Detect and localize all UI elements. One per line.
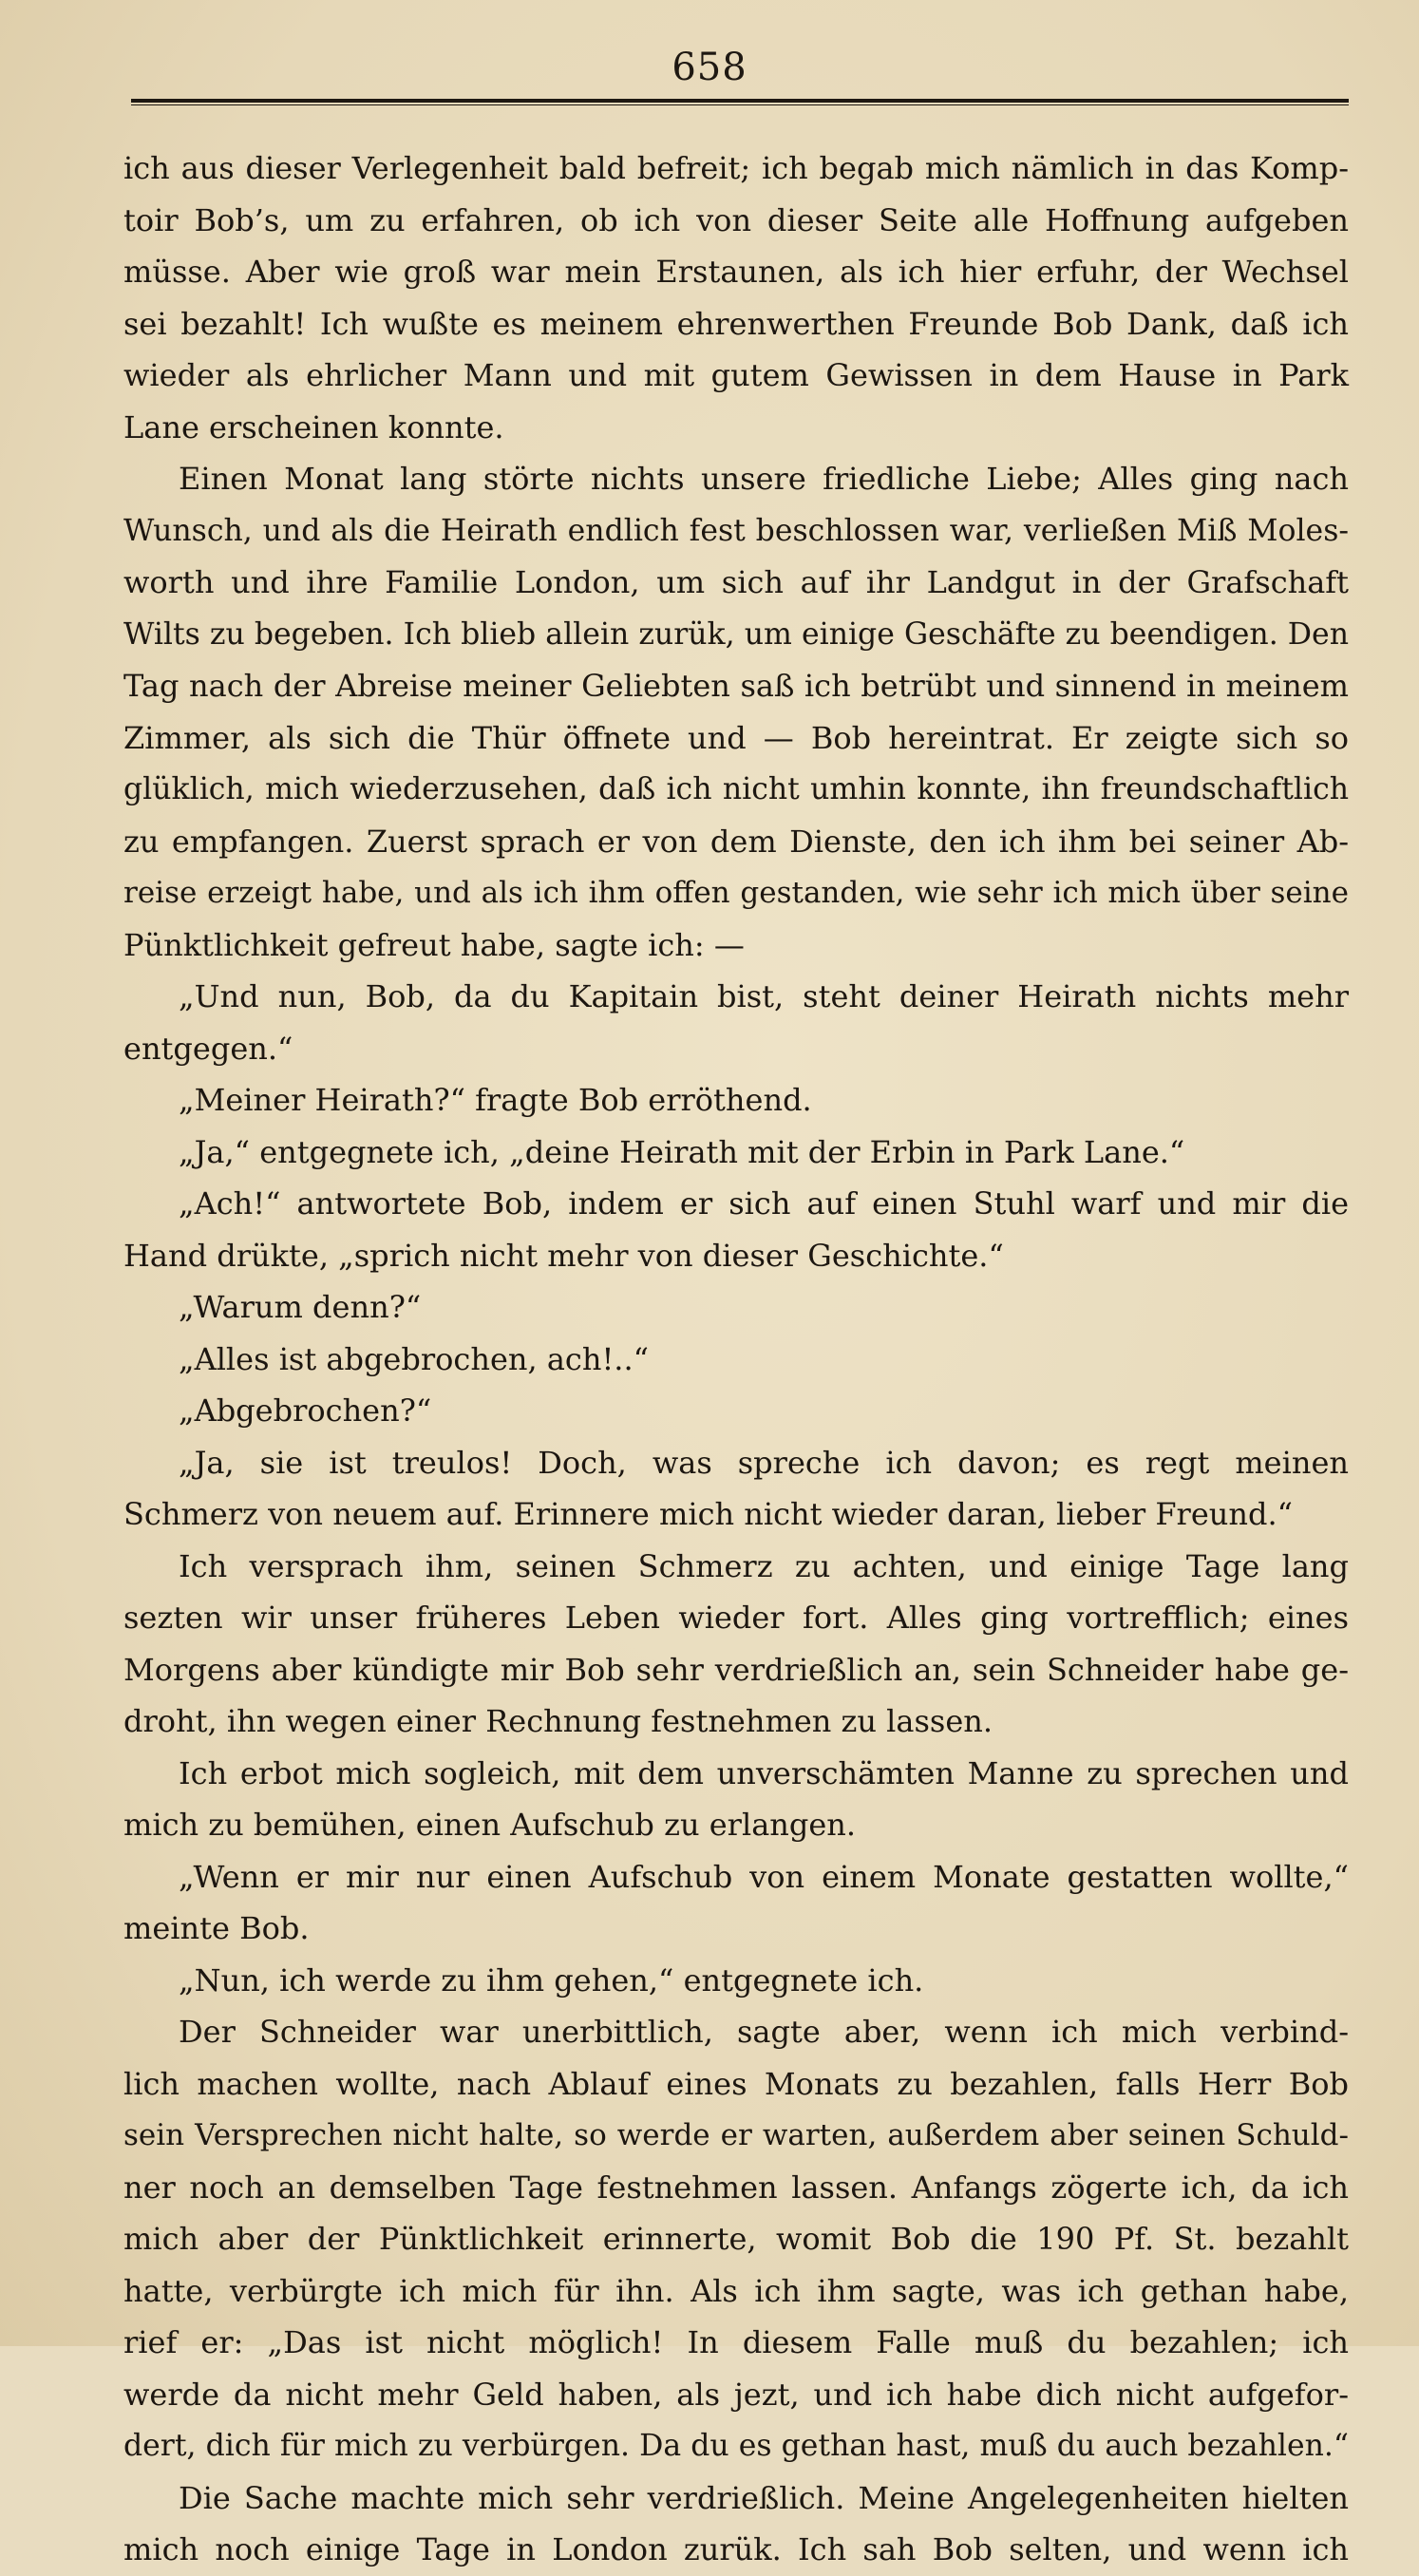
text-line: Morgens aber kündigte mir Bob sehr verdrießlich an, sein Schneider habe ge- bbox=[123, 1651, 1349, 1688]
text-line: „Wenn er mir nur einen Aufschub von einem Monate gestatten wollte,“ bbox=[179, 1858, 1349, 1895]
text-line: „Ja, sie ist treulos! Doch, was spreche ich davon; es regt meinen bbox=[179, 1444, 1349, 1481]
text-line: droht, ihn wegen einer Rechnung festnehmen zu lassen. bbox=[123, 1703, 993, 1739]
text-line: wieder als ehrlicher Mann und mit gutem Gewissen in dem Hause in Park bbox=[123, 357, 1349, 393]
text-line: meinte Bob. bbox=[123, 1910, 310, 1946]
text-line: hatte, verbürgte ich mich für ihn. Als ich ihm sagte, was ich gethan habe, bbox=[123, 2272, 1349, 2309]
text-line: mich noch einige Tage in London zurük. Ich sah Bob selten, und wenn ich bbox=[123, 2531, 1349, 2567]
text-line: „Warum denn?“ bbox=[179, 1289, 422, 1325]
text-line: ner noch an demselben Tage festnehmen lassen. Anfangs zögerte ich, da ich bbox=[123, 2169, 1349, 2206]
text-line: Pünktlichkeit gefreut habe, sagte ich: — bbox=[123, 926, 745, 963]
text-line: Zimmer, als sich die Thür öffnete und — Bob hereintrat. Er zeigte sich so bbox=[123, 719, 1349, 756]
text-line: Wunsch, und als die Heirath endlich fest beschlossen war, verließen Miß Moles- bbox=[123, 513, 1349, 548]
text-line: „Ach!“ antwortete Bob, indem er sich auf einen Stuhl warf und mir die bbox=[179, 1185, 1349, 1222]
text-line: „Abgebrochen?“ bbox=[179, 1392, 432, 1429]
text-line: „Nun, ich werde zu ihm gehen,“ entgegnete ich. bbox=[179, 1961, 924, 1998]
text-line: mich zu bemühen, einen Aufschub zu erlangen. bbox=[123, 1807, 857, 1843]
text-line: rief er: „Das ist nicht möglich! In diesem Falle muß du bezahlen; ich bbox=[123, 2324, 1349, 2360]
text-line: glüklich, mich wiederzusehen, daß ich nicht umhin konnte, ihn freundschaftlich bbox=[123, 772, 1349, 806]
text-line: Schmerz von neuem auf. Erinnere mich nicht wieder daran, lieber Freund.“ bbox=[123, 1496, 1293, 1532]
text-line: ich aus dieser Verlegenheit bald befreit; ich begab mich nämlich in das Komp- bbox=[123, 150, 1349, 186]
text-line: toir Bob’s, um zu erfahren, ob ich von dieser Seite alle Hoffnung aufgeben bbox=[123, 201, 1349, 238]
text-line: Tag nach der Abreise meiner Geliebten saß ich betrübt und sinnend in meinem bbox=[123, 668, 1349, 704]
text-line: sei bezahlt! Ich wußte es meinem ehrenwerthen Freunde Bob Dank, daß ich bbox=[123, 305, 1349, 342]
text-line: Lane erscheinen konnte. bbox=[123, 408, 504, 445]
text-line: dert, dich für mich zu verbürgen. Da du es gethan hast, muß du auch bezahlen.“ bbox=[123, 2429, 1349, 2463]
text-line: Einen Monat lang störte nichts unsere friedliche Liebe; Alles ging nach bbox=[179, 461, 1349, 497]
text-line: „Alles ist abgebrochen, ach!..“ bbox=[179, 1340, 649, 1377]
text-line: „Meiner Heirath?“ fragte Bob erröthend. bbox=[179, 1082, 812, 1118]
text-line: Ich versprach ihm, seinen Schmerz zu achten, und einige Tage lang bbox=[179, 1547, 1349, 1584]
text-line: Hand drükte, „sprich nicht mehr von dieser Geschichte.“ bbox=[123, 1237, 1004, 1274]
text-line: Ich erbot mich sogleich, mit dem unverschämten Manne zu sprechen und bbox=[179, 1754, 1349, 1791]
body-text bbox=[123, 142, 1349, 2576]
text-line: reise erzeigt habe, und als ich ihm offen gestanden, wie sehr ich mich über seine bbox=[123, 876, 1349, 910]
text-line: „Und nun, Bob, da du Kapitain bist, steht deiner Heirath nichts mehr bbox=[179, 978, 1349, 1014]
text-line: entgegen.“ bbox=[123, 1030, 293, 1067]
text-line: Der Schneider war unerbittlich, sagte aber, wenn ich mich verbind- bbox=[179, 2014, 1349, 2050]
text-line: Wilts zu begeben. Ich blieb allein zurük, um einige Geschäfte zu beendigen. Den bbox=[123, 616, 1349, 652]
text-line: zu empfangen. Zuerst sprach er von dem Dienste, den ich ihm bei seiner Ab- bbox=[123, 823, 1349, 860]
page-number: 658 bbox=[672, 46, 747, 89]
text-line: müsse. Aber wie groß war mein Erstaunen, als ich hier erfuhr, der Wechsel bbox=[123, 254, 1349, 290]
text-line: Die Sache machte mich sehr verdrießlich. Meine Angelegenheiten hielten bbox=[179, 2479, 1349, 2516]
text-line: werde da nicht mehr Geld haben, als jezt, und ich habe dich nicht aufgefor- bbox=[123, 2376, 1349, 2413]
text-line: sezten wir unser früheres Leben wieder fort. Alles ging vortrefflich; eines bbox=[123, 1600, 1349, 1636]
text-line: sein Versprechen nicht halte, so werde er warten, außerdem aber seinen Schuld- bbox=[123, 2118, 1349, 2152]
text-line: lich machen wollte, nach Ablauf eines Monats zu bezahlen, falls Herr Bob bbox=[123, 2065, 1349, 2102]
text-line: mich aber der Pünktlichkeit erinnerte, womit Bob die 190 Pf. St. bezahlt bbox=[123, 2221, 1349, 2257]
header-rule bbox=[131, 99, 1349, 105]
text-line: „Ja,“ entgegnete ich, „deine Heirath mit der Erbin in Park Lane.“ bbox=[179, 1133, 1185, 1170]
text-line: worth und ihre Familie London, um sich auf ihr Landgut in der Grafschaft bbox=[123, 564, 1349, 600]
